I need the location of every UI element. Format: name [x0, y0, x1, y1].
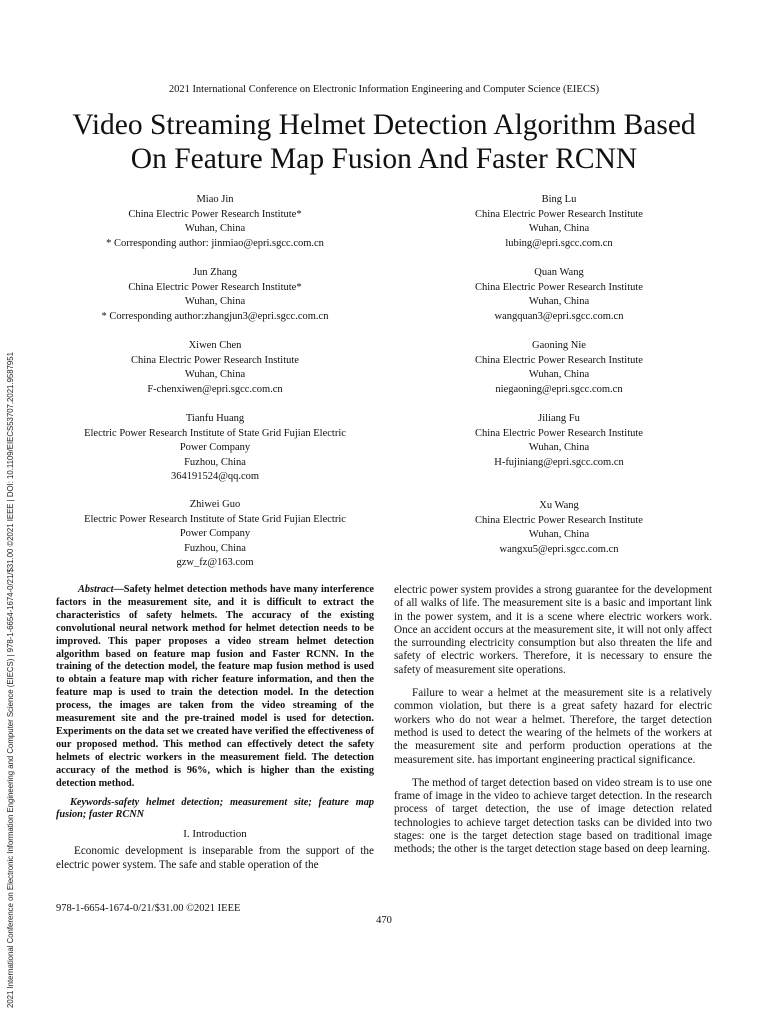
author-affiliation: Electric Power Research Institute of State Grid Fujian Electric: [84, 427, 346, 439]
body-paragraph-2: Failure to wear a helmet at the measurement site is a relatively common violation, but there is a great safety hazard for electric workers who do not wear a helmet. Therefore, the target detection method is used to detect the wearing of the helmets of the workers at the measurement site and perform production operations at the measurement site. has important engineering practical significance.: [394, 687, 712, 766]
author-affiliation: China Electric Power Research Institute: [475, 281, 643, 293]
author-block-jiliang-fu: [406, 412, 712, 470]
page-number: 470: [376, 915, 392, 926]
author-affiliation: China Electric Power Research Institute: [475, 514, 643, 526]
doi-sidebar: 2021 International Conference on Electronic Information Engineering and Computer Science (EIECS) | 978-1-6654-1674-0/21/$31.00 ©2021 IEEE | DOI: 10.1109/EIECS53707.2021.9587951: [6, 352, 15, 1008]
author-affiliation-cont: Power Company: [179, 442, 251, 454]
author-block-xu-wang: [406, 499, 712, 557]
author-name: Miao Jin: [196, 194, 234, 205]
author-location: Wuhan, China: [528, 223, 590, 235]
author-location: Wuhan, China: [528, 442, 590, 454]
abstract-text: —Safety helmet detection methods have many interference factors in the measurement site, and it is difficult to extract the characteristics of safety helmets. The accuracy of the existing convolutional neural network method for helmet detection needs to be improved. This paper proposes a video stream helmet detection algorithm based on feature map fusion and Faster RCNN. In the training of the detection model, the feature map fusion method is used to obtain a feature map with richer feature information, and then the feature map is used to train the detection model. In the detection process, the images are taken from the video streaming of the measurement site and the pre-trained model is used for detection. Experiments on the data set we created have verified the effectiveness of our proposed method. This method can effectively detect the safety helmets of electric workers in the measurement field. The detection accuracy of the method is 96%, which is higher than the existing detection method.: [56, 584, 374, 789]
author-location: Wuhan, China: [528, 296, 590, 308]
paper-title: [40, 108, 728, 176]
author-name: Jun Zhang: [192, 267, 238, 278]
author-name: Xiwen Chen: [188, 340, 242, 351]
author-block-bing-lu: [406, 193, 712, 251]
author-email: gzw_fz@163.com: [176, 557, 254, 569]
author-affiliation: China Electric Power Research Institute: [475, 427, 643, 439]
title-line-2: On Feature Map Fusion And Faster RCNN: [130, 143, 638, 175]
right-body-column: [394, 584, 712, 857]
author-email: F-chenxiwen@epri.sgcc.com.cn: [147, 383, 283, 395]
author-block-jun-zhang: [56, 266, 374, 324]
author-email: 364191524@qq.com: [170, 471, 260, 483]
author-name: Quan Wang: [534, 267, 584, 278]
abstract-label: Abstract: [78, 584, 114, 595]
intro-paragraph: Economic development is inseparable from the support of the electric power system. The safe and stable operation of the: [56, 845, 374, 871]
left-body-column: [56, 584, 374, 872]
author-location: Wuhan, China: [184, 223, 246, 235]
author-email: * Corresponding author:zhangjun3@epri.sgcc.com.cn: [101, 310, 329, 322]
author-email: wangquan3@epri.sgcc.com.cn: [494, 310, 624, 322]
author-email: wangxu5@epri.sgcc.com.cn: [499, 543, 619, 555]
author-affiliation: China Electric Power Research Institute: [475, 208, 643, 220]
author-email: H-fujiniang@epri.sgcc.com.cn: [494, 456, 624, 468]
author-name: Xu Wang: [539, 500, 579, 511]
author-affiliation-cont: Power Company: [179, 528, 251, 540]
author-block-zhiwei-guo: [56, 498, 374, 571]
author-name: Bing Lu: [541, 194, 577, 205]
abstract: [56, 584, 374, 791]
keywords: Keywords-safety helmet detection; measurement site; feature map fusion; faster RCNN: [56, 796, 374, 821]
author-email: * Corresponding author: jinmiao@epri.sgcc.com.cn: [106, 237, 324, 249]
author-email: lubing@epri.sgcc.com.cn: [505, 237, 613, 249]
author-location: Wuhan, China: [184, 369, 246, 381]
author-location: Fuzhou, China: [184, 456, 246, 468]
author-email: niegaoning@epri.sgcc.com.cn: [495, 383, 623, 395]
author-location: Wuhan, China: [528, 369, 590, 381]
author-location: Wuhan, China: [528, 529, 590, 541]
author-block-miao-jin: [56, 193, 374, 251]
author-block-gaoning-nie: [406, 339, 712, 397]
author-block-quan-wang: [406, 266, 712, 324]
author-name: Gaoning Nie: [532, 340, 586, 351]
author-name: Zhiwei Guo: [189, 499, 241, 510]
section-heading-introduction: I. Introduction: [183, 828, 247, 841]
author-affiliation: Electric Power Research Institute of State Grid Fujian Electric: [84, 513, 346, 525]
author-location: Fuzhou, China: [184, 542, 246, 554]
author-block-tianfu-huang: [56, 412, 374, 485]
body-paragraph-3: The method of target detection based on video stream is to use one frame of image in the video to achieve target detection. In the research process of target detection, the use of image detection related technologies to achieve target detection tasks can be divided into two stages: one is the target detection stage based on traditional image methods; the other is the target detection stage based on deep learning.: [394, 776, 712, 856]
author-name: Tianfu Huang: [185, 413, 245, 424]
title-line-1: Video Streaming Helmet Detection Algorithm Based: [72, 109, 696, 141]
author-affiliation: China Electric Power Research Institute: [131, 354, 299, 366]
author-affiliation: China Electric Power Research Institute: [475, 354, 643, 366]
author-affiliation: China Electric Power Research Institute*: [128, 281, 302, 293]
footer-copyright: 978-1-6654-1674-0/21/$31.00 ©2021 IEEE: [56, 903, 241, 914]
body-paragraph-1: electric power system provides a strong guarantee for the development of all walks of life. The measurement site is a basic and important link in the power system, and it is a scene where electric workers work. Once an accident occurs at the measurement site, it will not only affect the surrounding electricity consumption but also threaten the life and safety of electric workers. Therefore, it is necessary to ensure the safety of measurement site operations.: [394, 584, 712, 676]
author-block-xiwen-chen: [56, 339, 374, 397]
author-location: Wuhan, China: [184, 296, 246, 308]
author-affiliation: China Electric Power Research Institute*: [128, 208, 302, 220]
conference-header: 2021 International Conference on Electronic Information Engineering and Computer Science (EIECS): [168, 84, 600, 95]
author-name: Jiliang Fu: [538, 413, 580, 424]
